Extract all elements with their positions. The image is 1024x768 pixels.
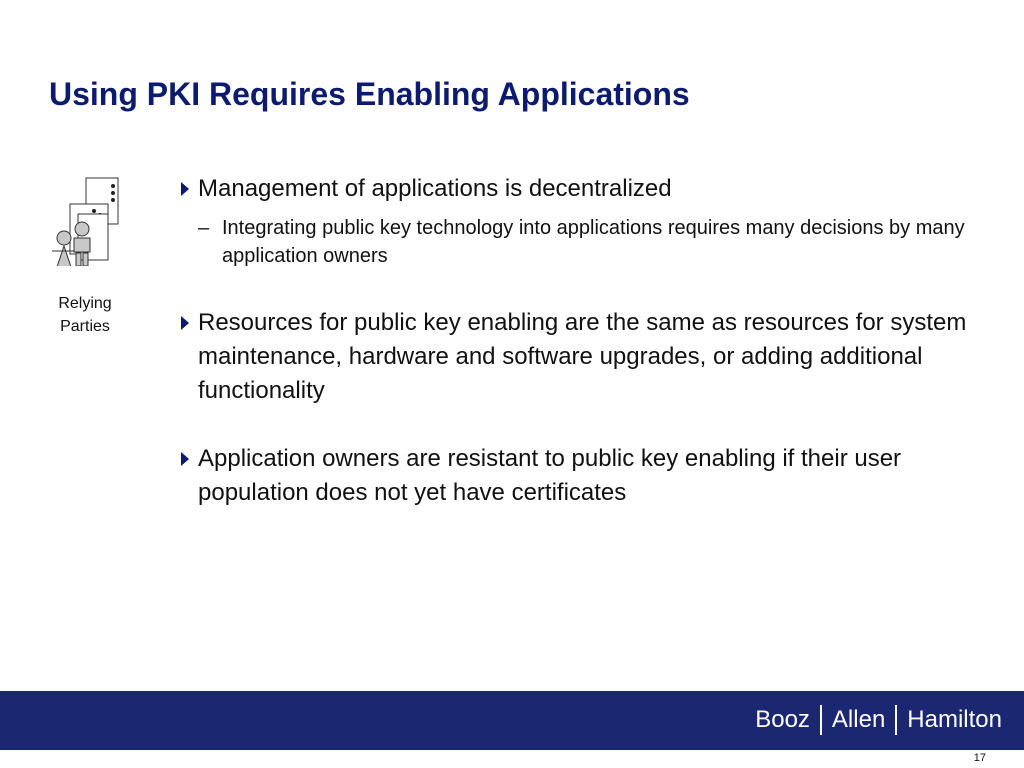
page-number: 17 xyxy=(973,752,986,764)
bullet-text: Application owners are resistant to public key enabling if their user population does not yet have certificates xyxy=(198,445,902,506)
company-logo xyxy=(755,705,1002,735)
bullet-text: Management of applications is decentralized xyxy=(198,175,672,202)
bullet-item xyxy=(181,306,981,408)
caption-line-1: Relying xyxy=(58,295,112,312)
footer-bar xyxy=(0,691,1024,750)
logo-word: Allen xyxy=(831,706,886,733)
triangle-bullet-icon xyxy=(181,182,189,196)
dash-bullet-icon: – xyxy=(198,217,210,239)
bullet-list xyxy=(181,172,981,510)
sub-bullet-item xyxy=(181,214,982,270)
slide-title: Using PKI Requires Enabling Applications xyxy=(49,76,690,112)
sub-bullet-text: Integrating public key technology into applications requires many decisions by many application owners xyxy=(222,217,965,267)
relying-parties-icon xyxy=(48,176,128,266)
logo-divider xyxy=(895,705,897,735)
bullet-text: Resources for public key enabling are the same as resources for system maintenance, hardware and software upgrades, or adding additional functionality xyxy=(198,309,967,404)
logo-word: Hamilton xyxy=(907,706,1002,733)
bullet-item xyxy=(181,442,981,510)
bullet-item xyxy=(181,172,981,206)
caption-line-2: Parties xyxy=(60,318,110,335)
logo-word: Booz xyxy=(755,706,810,733)
triangle-bullet-icon xyxy=(181,316,189,330)
relying-parties-caption xyxy=(40,292,130,338)
triangle-bullet-icon xyxy=(181,452,189,466)
logo-divider xyxy=(820,705,822,735)
